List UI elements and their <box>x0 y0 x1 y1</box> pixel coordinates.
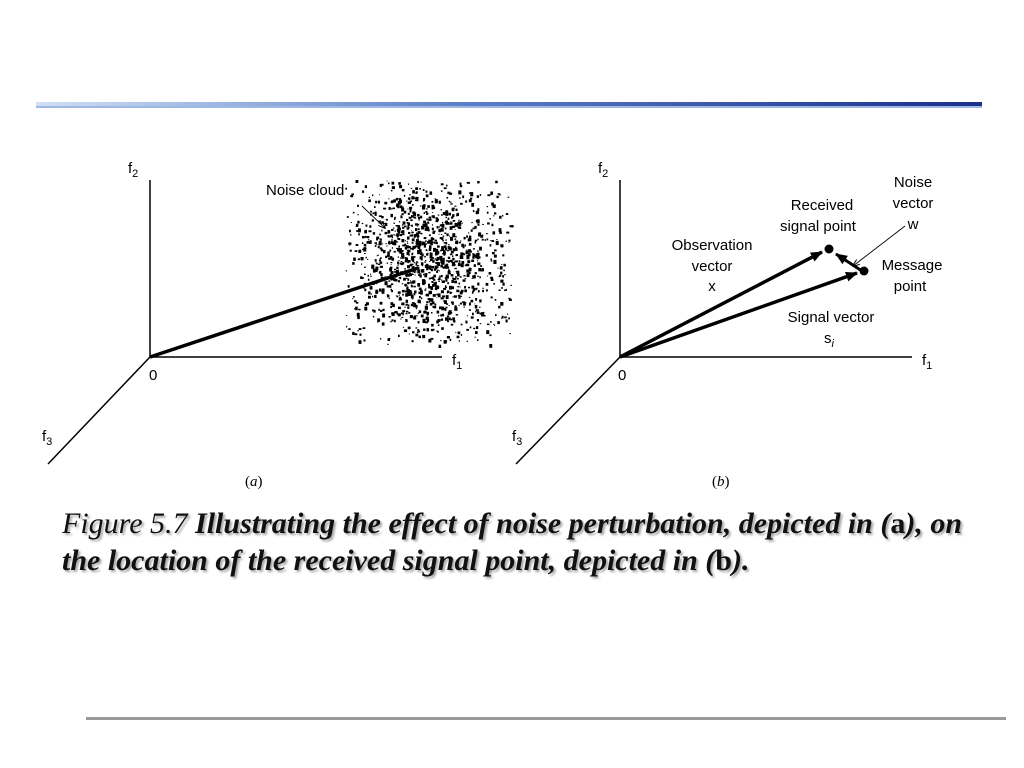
received-signal-point <box>825 245 834 254</box>
panel-a-tag: (a) <box>245 474 263 490</box>
svg-text:vector: vector <box>691 258 733 275</box>
svg-text:Signal vector: Signal vector <box>787 309 875 326</box>
svg-text:vector: vector <box>892 195 934 212</box>
observation-vector-label <box>672 237 753 295</box>
panel-b-tag: (b) <box>712 474 730 490</box>
svg-text:Observation: Observation <box>671 237 753 254</box>
footer-divider <box>86 717 1006 720</box>
noise-cloud-label: Noise cloud <box>266 182 345 199</box>
message-point-label <box>882 257 943 295</box>
panel-a-axis-f1-label: $f_1$ <box>452 352 463 372</box>
panel-a <box>42 160 514 490</box>
svg-text:signal point: signal point <box>780 218 856 235</box>
svg-text:w: w <box>907 216 919 233</box>
figure-reference: Figure 5.7 <box>62 507 188 540</box>
panel-b-origin-label: 0 <box>618 367 627 384</box>
noise-perturbation-diagram <box>0 140 1024 500</box>
svg-text:si: $s_i$ <box>824 330 834 350</box>
panel-b-axis-f1-label: $f_1$ <box>922 352 933 372</box>
svg-text:x: x <box>708 278 716 295</box>
panel-a-origin-label: 0 <box>149 367 158 384</box>
figure-caption: Figure 5.7 Illustrating the effect of noise perturbation, depicted in (a), on the location of the received signal point, depicted in (b). <box>62 507 963 577</box>
panel-a-axis-f2-label: $f_2$ <box>128 160 139 180</box>
panel-a-signal-vector <box>150 268 418 357</box>
noise-vector-label <box>893 174 934 233</box>
svg-text:Message: Message <box>881 257 943 274</box>
panel-a-axis-f3-label: $f_3$ <box>42 428 53 448</box>
noise-cloud <box>345 180 513 348</box>
svg-text:point: point <box>893 278 927 295</box>
panel-b <box>512 160 942 490</box>
received-signal-point-label <box>780 197 857 235</box>
svg-text:Noise: Noise <box>893 174 933 191</box>
panel-b-axis-f2-label: $f_2$ <box>598 160 609 180</box>
svg-text:Received: Received <box>790 197 854 214</box>
message-point <box>860 267 869 276</box>
signal-vector-label <box>788 309 875 350</box>
title-divider <box>36 100 982 110</box>
panel-b-axis-f3-label: $f_3$ <box>512 428 523 448</box>
